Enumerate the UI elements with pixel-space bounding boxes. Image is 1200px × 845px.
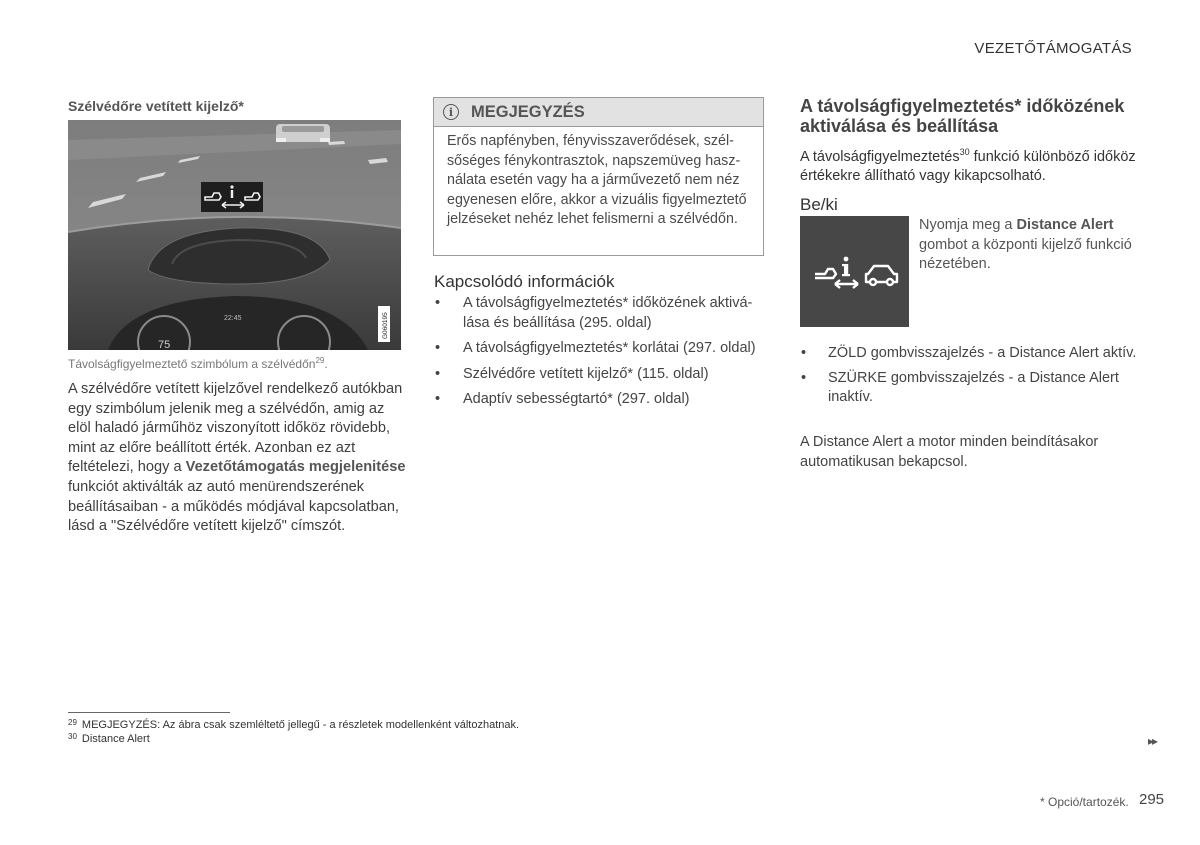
intro-pre: A távolságfigyelmeztetés	[800, 148, 960, 165]
related-link[interactable]: • A távolságfigyelmeztetés* időközének aktiválása és beállítása (295. oldal)	[434, 294, 769, 333]
intro-footnote-ref[interactable]: 30	[959, 147, 970, 157]
activation-intro	[800, 143, 1140, 187]
related-info-title: Kapcsolódó információk	[434, 272, 615, 291]
button-feedback-list	[800, 344, 1140, 413]
caption-end: .	[324, 357, 328, 371]
continue-arrows-icon: ▸▸	[1148, 734, 1157, 748]
footnote-29	[68, 718, 519, 731]
hud-heading: Szélvédőre vetített kijelző*	[68, 98, 244, 114]
info-icon: i	[443, 104, 459, 120]
press-post: gombot a központi kijelző funkció nézetében.	[919, 236, 1132, 273]
activation-heading: A távolságfigyelmeztetés* időközének aktiválása és beállítása	[800, 96, 1125, 136]
section-title: VEZETŐTÁMOGATÁS	[974, 40, 1132, 57]
note-header	[434, 98, 763, 127]
footnote-text: Distance Alert	[81, 733, 150, 745]
caption-footnote-ref[interactable]: 29	[315, 356, 325, 365]
note-box	[433, 97, 764, 256]
press-pre: Nyomja meg a	[919, 217, 1017, 233]
on-off-subheading: Be/ki	[800, 195, 838, 214]
hud-illustration	[68, 120, 401, 350]
caption-text: Távolságfigyelmeztető szimbólum a szélvédőn	[68, 357, 316, 371]
note-text: Erős napfényben, fényvisszaverődések, szélsőséges fénykontrasztok, napszemüveg használata esetén vagy ha a járművezető nem néz egyenesen előre, akkor a vizuális figyelmeztető jelzéseket nehéz lehet felismerni a szélvédőn.	[447, 133, 747, 228]
clock-readout: 22:45	[224, 315, 242, 322]
figure-code: G060195	[382, 312, 389, 339]
car-ahead	[276, 124, 330, 142]
footnote-text: MEGJEGYZÉS: Az ábra csak szemléltető jellegű - a részletek modellenként változhatnak.	[81, 719, 520, 731]
related-link[interactable]: • A távolságfigyelmeztetés* korlátai (297. oldal)	[434, 339, 769, 359]
intro-post: funkció különböző időköz értékekre állítható vagy kikapcsolható.	[800, 148, 1136, 185]
related-link[interactable]: • Adaptív sebességtartó* (297. oldal)	[434, 390, 769, 410]
hud-description	[68, 380, 408, 537]
distance-alert-hud-symbol	[201, 182, 263, 212]
speed-readout: 75	[158, 339, 171, 350]
hud-description-post: funkciót aktiválták az autó menürendszerének beállításaiban - a működés módjával kapcsolatban, lásd a "Szélvédőre vetített kijelző" címszót.	[68, 478, 399, 535]
footnote-number: 29	[68, 718, 77, 727]
press-instruction	[919, 216, 1144, 275]
related-info-list	[434, 294, 769, 416]
feedback-item-green: • ZÖLD gombvisszajelzés - a Distance Alert aktív.	[800, 344, 1140, 364]
figure-caption	[68, 356, 328, 371]
distance-alert-button-name: Distance Alert	[1016, 217, 1114, 233]
footnote-30	[68, 732, 150, 745]
footnote-divider	[68, 712, 230, 713]
hud-setting-name: Vezetőtámogatás megjelenitése	[185, 459, 406, 476]
footnote-number: 30	[68, 732, 77, 741]
auto-on-note: A Distance Alert a motor minden beindításakor automatikusan bekapcsol.	[800, 434, 1099, 470]
related-link[interactable]: • Szélvédőre vetített kijelző* (115. oldal)	[434, 365, 769, 385]
page-number: 295	[1139, 791, 1165, 808]
hud-description-pre: A szélvédőre vetített kijelzővel rendelkező autókban egy szimbólum jelenik meg a szélvédőn, amig az elöl haladó járműhöz viszonyított időköz rövidebb, mint az előre beállított érték. Azonban ez azt feltételezi, hogy a	[68, 381, 403, 476]
note-label: MEGJEGYZÉS	[471, 102, 585, 121]
feedback-item-grey: • SZÜRKE gombvisszajelzés - a Distance Alert inaktív.	[800, 369, 1140, 408]
distance-alert-button-icon	[800, 216, 909, 327]
option-note: * Opció/tartozék.	[1040, 795, 1129, 809]
